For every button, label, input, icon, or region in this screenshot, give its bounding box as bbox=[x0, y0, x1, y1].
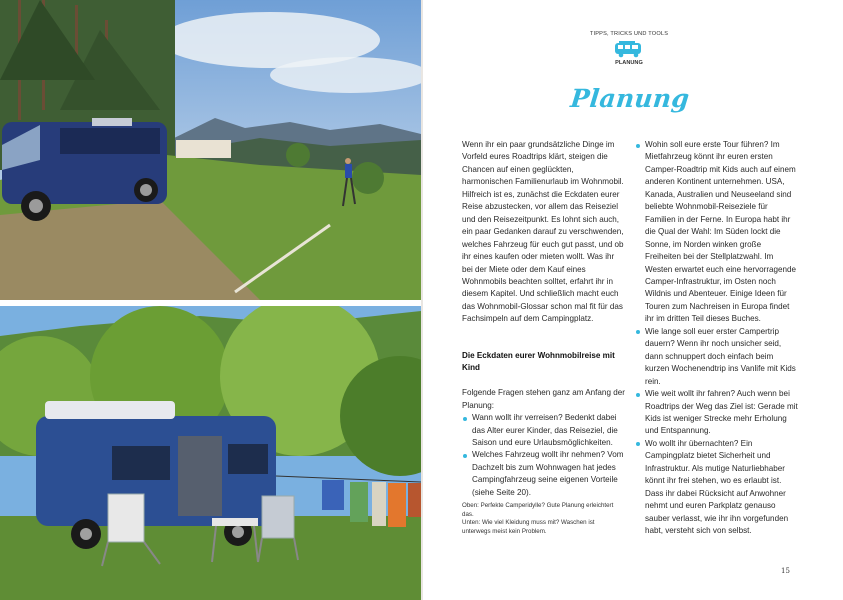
text-column-right bbox=[635, 139, 799, 538]
section-kicker: TIPPS, TRICKS UND TOOLS bbox=[589, 31, 669, 37]
subheading: Die Eckdaten eurer Wohnmobilreise mit Kind bbox=[462, 350, 615, 373]
question-list bbox=[635, 139, 799, 538]
section-label: PLANUNG bbox=[615, 60, 643, 66]
question-list bbox=[462, 412, 626, 499]
campervan-icon bbox=[613, 40, 645, 58]
page-gutter bbox=[421, 0, 423, 600]
photo-captions bbox=[462, 502, 622, 537]
lead-paragraph: Folgende Fragen stehen ganz am Anfang der Planung: bbox=[462, 388, 625, 410]
page-title: Planung bbox=[569, 84, 691, 113]
text-column-left bbox=[462, 139, 626, 499]
list-item: Welches Fahrzeug wollt ihr nehmen? Vom Dachzelt bis zum Wohnwagen hat jedes Campingfahrzeug seine eigenen Vorteile (siehe Seite 20). bbox=[462, 449, 626, 499]
top-photo bbox=[0, 0, 421, 300]
intro-paragraph: Wenn ihr ein paar grundsätzliche Dinge im Vorfeld eures Roadtrips klärt, steigen die Chancen auf einen geglückten, harmonischen Familienurlaub im Wohnmobil. Hilfreich ist es, zunächst die Eckdaten eurer Reise abzustecken, vor allem das Reiseziel und den Reisezeitpunkt. Es lohnt sich auch, ein paar Gedanken darauf zu verschwenden, welches Fahrzeug für euch gut passt, und ob ihr eines kaufen oder mieten wollt. Was ihr bei der Miete oder dem Kauf eines Wohnmobils beachten solltet, erfahrt ihr in diesem Kapitel. Und schließlich macht euch das Wohnmobil-Glossar schon mal fit für das Fachsimpeln auf dem Campingplatz. bbox=[462, 140, 624, 324]
left-page bbox=[0, 0, 421, 600]
bottom-photo bbox=[0, 306, 421, 600]
list-item: Wann wollt ihr verreisen? Bedenkt dabei das Alter eurer Kinder, das Reiseziel, die Saison und eure Urlaubsmöglichkeiten. bbox=[462, 412, 626, 449]
page-number: 15 bbox=[781, 567, 790, 575]
list-item: Wie lange soll euer erster Campertrip dauern? Wenn ihr noch unsicher seid, dann schnuppert doch einfach beim kurzen Wochenendtrip ins Vanlife mit Kids rein. bbox=[635, 326, 799, 388]
caption-top: Oben: Perfekte Camperidylle? Gute Planung erleichtert das. bbox=[462, 502, 614, 518]
list-item: Wie weit wollt ihr fahren? Auch wenn bei Roadtrips der Weg das Ziel ist: Gerade mit Kids ist weniger Strecke mehr Erholung und Entspannung. bbox=[635, 388, 799, 438]
list-item: Wo wollt ihr übernachten? Ein Campingplatz bietet Sicherheit und Infrastruktur. Als mutige Naturliebhaber könnt ihr frei stehen, wo es erlaubt ist. Dass ihr dabei Rücksicht auf Anwohner nehmt und euren Parkplatz genauso sauber verlasst, wie ihr ihn vorgefunden habt, versteht sich von selbst. bbox=[635, 438, 799, 538]
list-item: Wohin soll eure erste Tour führen? Im Mietfahrzeug könnt ihr euren ersten Camper-Roadtrip mit Kids auch auf einem anderen Kontinent unternehmen. USA, Kanada, Australien und Neuseeland sind beliebte Wohnmobil-Reiseziele für Familien in der Ferne. In Europa habt ihr die Qual der Wahl: Im Süden lockt die Sonne, im Norden winken große Freiheiten bei der Stellplatzwahl. Im Westen erwartet euch eine hervorragende Camper-Infrastruktur, im Osten noch Wildnis und Abenteuer. Einige Ideen für Touren zum Nachreisen in Europa findet ihr im dritten Teil dieses Buches. bbox=[635, 139, 799, 326]
caption-bottom: Unten: Wie viel Kleidung muss mit? Waschen ist unterwegs meist kein Problem. bbox=[462, 519, 595, 536]
